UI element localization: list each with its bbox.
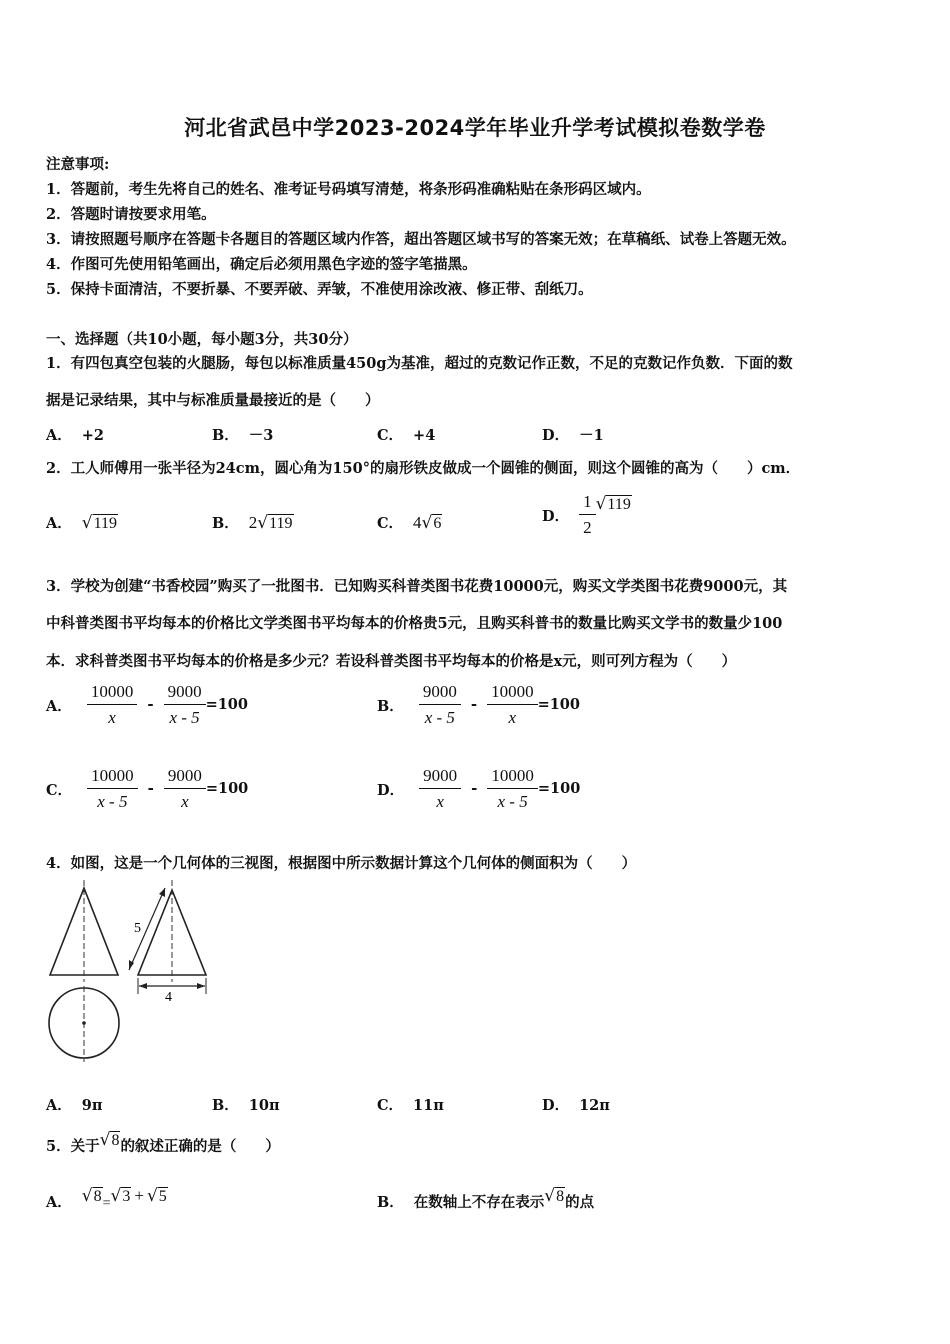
numerator: 9000 bbox=[164, 766, 206, 789]
sqrt-expression: √5 bbox=[146, 1186, 167, 1206]
option-label: A． bbox=[46, 1194, 72, 1211]
option-value: +2 bbox=[81, 427, 105, 444]
denominator: x bbox=[436, 792, 444, 811]
option-value: －1 bbox=[579, 427, 604, 444]
q1-option-a[interactable] bbox=[46, 424, 104, 445]
sqrt-expression: √6 bbox=[421, 513, 442, 533]
q1-option-c[interactable] bbox=[377, 424, 435, 445]
q5-suffix: 的叙述正确的是（ ） bbox=[120, 1138, 280, 1155]
q3-option-a[interactable] bbox=[46, 682, 248, 728]
three-view-diagram bbox=[44, 878, 216, 1064]
notice-item: 2．答题时请按要求用笔。 bbox=[46, 206, 216, 223]
q4-option-d[interactable] bbox=[542, 1094, 610, 1115]
radicand: 8 bbox=[111, 1132, 120, 1149]
fraction bbox=[164, 766, 206, 812]
question-3-text: 本．求科普类图书平均每本的价格是多少元？若设科普类图书平均每本的价格是x元，则可列方程为（ ） bbox=[46, 653, 737, 670]
base-label: 4 bbox=[165, 990, 172, 1005]
option-text: 在数轴上不存在表示 bbox=[413, 1194, 545, 1211]
q1-option-d[interactable] bbox=[542, 424, 604, 445]
radicand: 119 bbox=[93, 515, 118, 532]
minus-sign: - bbox=[470, 695, 478, 713]
equation-rhs: =100 bbox=[205, 780, 249, 797]
option-label: C． bbox=[46, 781, 73, 799]
sqrt-expression: √8 bbox=[81, 1186, 102, 1206]
option-label: D． bbox=[542, 1097, 570, 1114]
denominator: x - 5 bbox=[169, 708, 200, 727]
option-label: C． bbox=[377, 1097, 404, 1114]
q3-option-c[interactable] bbox=[46, 766, 248, 812]
option-value: －3 bbox=[248, 427, 274, 444]
radicand: 3 bbox=[122, 1188, 131, 1205]
option-label: B． bbox=[377, 1194, 404, 1211]
question-3-text: 3．学校为创建“书香校园”购买了一批图书．已知购买科普类图书花费10000元，购买文学类图书花费9000元，其 bbox=[46, 578, 788, 595]
q2-option-d[interactable] bbox=[542, 492, 632, 538]
numerator: 10000 bbox=[487, 766, 538, 789]
q4-option-c[interactable] bbox=[377, 1094, 444, 1115]
question-1-text: 据是记录结果，其中与标准质量最接近的是（ ） bbox=[46, 392, 380, 409]
option-value: 11π bbox=[413, 1097, 444, 1114]
option-label: C． bbox=[377, 427, 404, 444]
option-label: B． bbox=[377, 697, 404, 715]
radicand: 8 bbox=[556, 1188, 565, 1205]
fraction bbox=[487, 766, 538, 812]
fraction bbox=[164, 682, 206, 728]
sqrt-expression: √119 bbox=[595, 494, 631, 514]
denominator: x bbox=[181, 792, 189, 811]
option-value: 9π bbox=[81, 1097, 103, 1114]
fraction bbox=[487, 682, 538, 728]
equation-rhs: =100 bbox=[205, 696, 248, 713]
notice-item: 4．作图可先使用铅笔画出，确定后必须用黑色字迹的签字笔描黑。 bbox=[46, 256, 477, 273]
minus-sign: - bbox=[147, 695, 154, 713]
q5-option-a[interactable] bbox=[46, 1186, 168, 1212]
option-text: 的点 bbox=[565, 1194, 595, 1211]
sqrt-expression: √3 bbox=[110, 1186, 131, 1206]
equation-rhs: =100 bbox=[537, 696, 580, 713]
q3-option-b[interactable] bbox=[377, 682, 580, 728]
numerator: 10000 bbox=[487, 682, 538, 705]
option-label: D． bbox=[542, 427, 570, 444]
option-label: A． bbox=[46, 697, 72, 715]
fraction bbox=[419, 766, 461, 812]
fraction bbox=[87, 682, 138, 728]
denominator: 2 bbox=[583, 518, 592, 537]
option-value: 10π bbox=[248, 1097, 280, 1114]
fraction bbox=[87, 766, 138, 812]
exam-title: 河北省武邑中学2023-2024学年毕业升学考试模拟卷数学卷 bbox=[184, 116, 766, 140]
option-label: B． bbox=[212, 1097, 239, 1114]
option-label: B． bbox=[212, 515, 239, 532]
option-label: C． bbox=[377, 515, 404, 532]
q2-option-c[interactable] bbox=[377, 512, 442, 533]
sqrt-expression: √119 bbox=[257, 513, 293, 533]
sqrt-expression: √8 bbox=[544, 1186, 565, 1206]
numerator: 9000 bbox=[419, 682, 461, 705]
q1-option-b[interactable] bbox=[212, 424, 273, 445]
radicand: 119 bbox=[269, 515, 293, 532]
numerator: 1 bbox=[579, 492, 596, 515]
numerator: 9000 bbox=[164, 682, 206, 705]
arrow-head bbox=[197, 983, 205, 989]
slant-label: 5 bbox=[134, 921, 141, 936]
option-label: A． bbox=[46, 427, 72, 444]
radicand: 5 bbox=[158, 1188, 167, 1205]
plus-sign: + bbox=[134, 1186, 144, 1205]
question-1-text: 1．有四包真空包装的火腿肠，每包以标准质量450g为基准，超过的克数记作正数，不足的克数记作负数．下面的数 bbox=[46, 355, 793, 372]
radicand: 8 bbox=[93, 1188, 102, 1205]
denominator: x - 5 bbox=[424, 708, 455, 727]
equals-sign: = bbox=[102, 1196, 111, 1211]
sqrt-expression: √119 bbox=[81, 513, 118, 533]
option-value: +4 bbox=[413, 427, 436, 444]
q2-option-b[interactable] bbox=[212, 512, 294, 533]
fraction bbox=[419, 682, 461, 728]
section-heading: 一、选择题（共10小题，每小题3分，共30分） bbox=[46, 331, 358, 348]
notice-item: 1．答题前，考生先将自己的姓名、准考证号码填写清楚，将条形码准确粘贴在条形码区域内。 bbox=[46, 181, 651, 198]
q5-prefix: 5．关于 bbox=[46, 1138, 100, 1155]
coefficient: 4 bbox=[413, 513, 422, 532]
option-label: D． bbox=[542, 507, 570, 525]
option-label: B． bbox=[212, 427, 239, 444]
numerator: 9000 bbox=[419, 766, 461, 789]
denominator: x bbox=[508, 708, 517, 727]
radicand: 119 bbox=[607, 496, 631, 513]
minus-sign: - bbox=[471, 779, 478, 797]
numerator: 10000 bbox=[87, 682, 138, 705]
question-4-text: 4．如图，这是一个几何体的三视图，根据图中所示数据计算这个几何体的侧面积为（ ） bbox=[46, 855, 637, 872]
q4-option-b[interactable] bbox=[212, 1094, 280, 1115]
q3-option-d[interactable] bbox=[377, 766, 580, 812]
denominator: x - 5 bbox=[497, 792, 528, 811]
option-label: A． bbox=[46, 1097, 72, 1114]
notice-item: 3．请按照题号顺序在答题卡各题目的答题区域内作答，超出答题区域书写的答案无效；在草稿纸、试卷上答题无效。 bbox=[46, 231, 796, 248]
minus-sign: - bbox=[147, 779, 154, 797]
arrow-head bbox=[139, 983, 147, 989]
option-label: D． bbox=[377, 781, 405, 799]
notice-item: 5．保持卡面清洁，不要折暴、不要弄破、弄皱，不准使用涂改液、修正带、刮纸刀。 bbox=[46, 281, 593, 298]
question-2-text: 2．工人师傅用一张半径为24cm，圆心角为150°的扇形铁皮做成一个圆锥的侧面，则这个圆锥的高为（ ）cm． bbox=[46, 460, 801, 477]
denominator: x bbox=[108, 708, 116, 727]
sqrt-expression: √8 bbox=[99, 1130, 120, 1150]
equation-rhs: =100 bbox=[537, 780, 581, 797]
center-point bbox=[82, 1021, 86, 1025]
question-3-text: 中科普类图书平均每本的价格比文学类图书平均每本的价格贵5元，且购买科普书的数量比购买文学书的数量少100 bbox=[46, 615, 783, 632]
coefficient: 2 bbox=[248, 513, 258, 532]
radicand: 6 bbox=[433, 515, 442, 532]
q2-option-a[interactable] bbox=[46, 512, 118, 533]
denominator: x - 5 bbox=[97, 792, 128, 811]
option-value: 12π bbox=[579, 1097, 610, 1114]
q4-option-a[interactable] bbox=[46, 1094, 102, 1115]
numerator: 10000 bbox=[87, 766, 138, 789]
question-5-text bbox=[46, 1130, 280, 1156]
notice-heading: 注意事项: bbox=[46, 156, 110, 173]
fraction bbox=[579, 492, 596, 538]
q5-option-b[interactable] bbox=[377, 1186, 594, 1212]
option-label: A． bbox=[46, 515, 72, 532]
